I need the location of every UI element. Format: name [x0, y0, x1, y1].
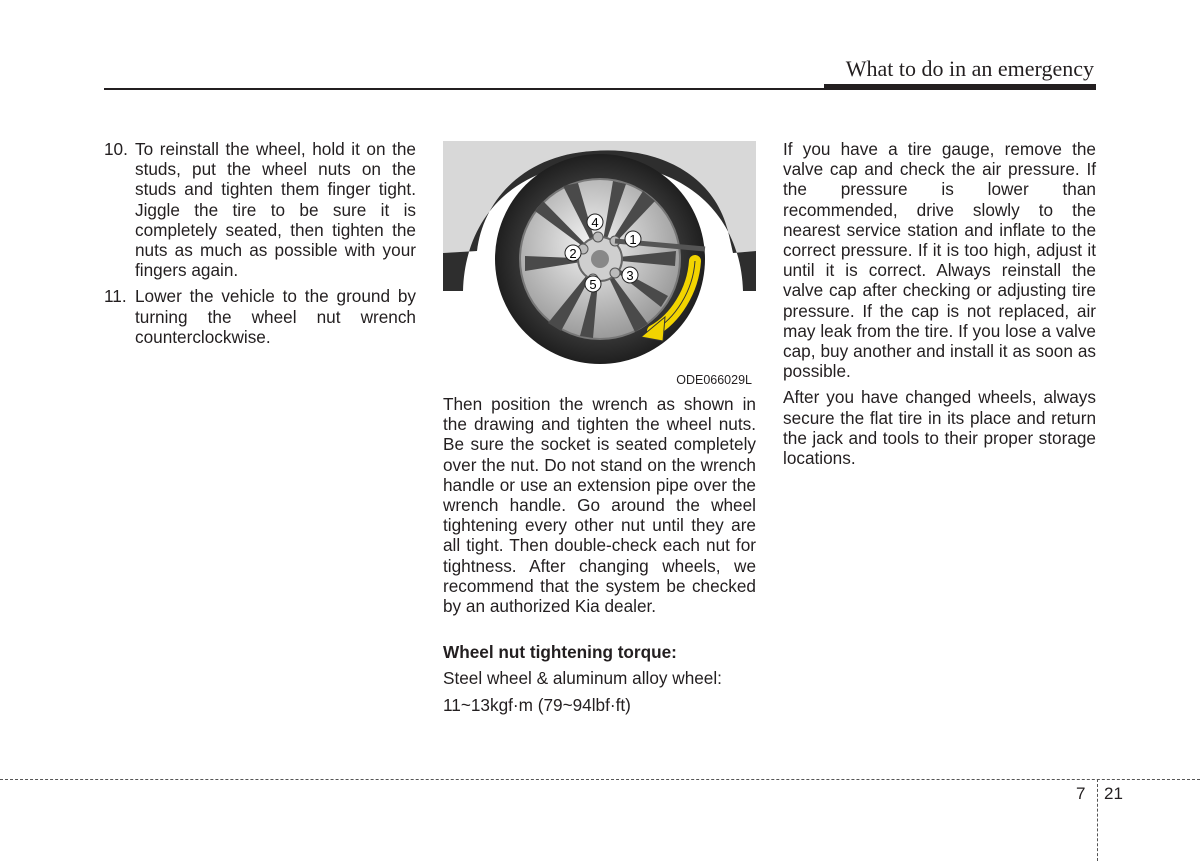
nut-label-1: 1 [629, 232, 637, 247]
figure-code: ODE066029L [676, 373, 752, 387]
wrench-instructions: Then position the wrench as shown in the drawing and tighten the wheel nuts. Be sure the socket is seated completely over the nut. Do not stand on the wrench handle or use an extension pipe over the wrench handle. Go around the wheel tightening every other nut until they are all tight. Then double-check each nut for tightness. After changing wheels, we recommend that the system be checked by an authorized Kia dealer. [443, 394, 756, 617]
footer-rule [0, 779, 1200, 780]
step-number: 10. [104, 139, 128, 159]
right-column [783, 139, 1096, 474]
hub-center [591, 250, 609, 268]
step-text: Lower the vehicle to the ground by turning the wheel nut wrench counterclockwise. [135, 286, 416, 347]
middle-column [443, 394, 756, 721]
chapter-number: 7 [1076, 784, 1086, 803]
step-11 [104, 286, 416, 347]
nut-label-2: 2 [569, 246, 577, 261]
header-rule [104, 88, 1096, 90]
nut-label-4: 4 [591, 215, 599, 230]
left-column [104, 139, 416, 353]
wheel-illustration [443, 141, 756, 389]
torque-title: Wheel nut tightening torque: [443, 642, 677, 663]
step-text: To reinstall the wheel, hold it on the studs, put the wheel nuts on the studs and tighten them finger tight. Jiggle the tire to be sure it is completely seated, then tighten the nuts as much as possible with your fingers again. [135, 139, 416, 281]
step-10 [104, 139, 416, 280]
storage-paragraph: After you have changed wheels, always secure the flat tire in its place and return the jack and tools to their proper storage locations. [783, 387, 1096, 469]
footer-divider [1097, 779, 1098, 861]
nut-label-5: 5 [589, 277, 597, 292]
torque-value: 11~13kgf·m (79~94lbf·ft) [443, 694, 631, 715]
page-number: 21 [1104, 784, 1123, 803]
step-number: 11. [104, 286, 127, 307]
nut-label-3: 3 [626, 268, 634, 283]
wheel-drawing [443, 141, 756, 389]
torque-wheel-type: Steel wheel & aluminum alloy wheel: [443, 668, 722, 689]
tire-gauge-paragraph: If you have a tire gauge, remove the valve cap and check the air pressure. If the pressure is lower than recommended, drive slowly to the nearest service station and inflate to the correct pressure. If it is too high, adjust it until it is correct. Always reinstall the valve cap after checking or adjusting tire pressure. If the cap is not replaced, air may leak from the tire. If you lose a valve cap, buy another and install it as soon as possible. [783, 139, 1096, 382]
page-header-title: What to do in an emergency [845, 56, 1094, 81]
